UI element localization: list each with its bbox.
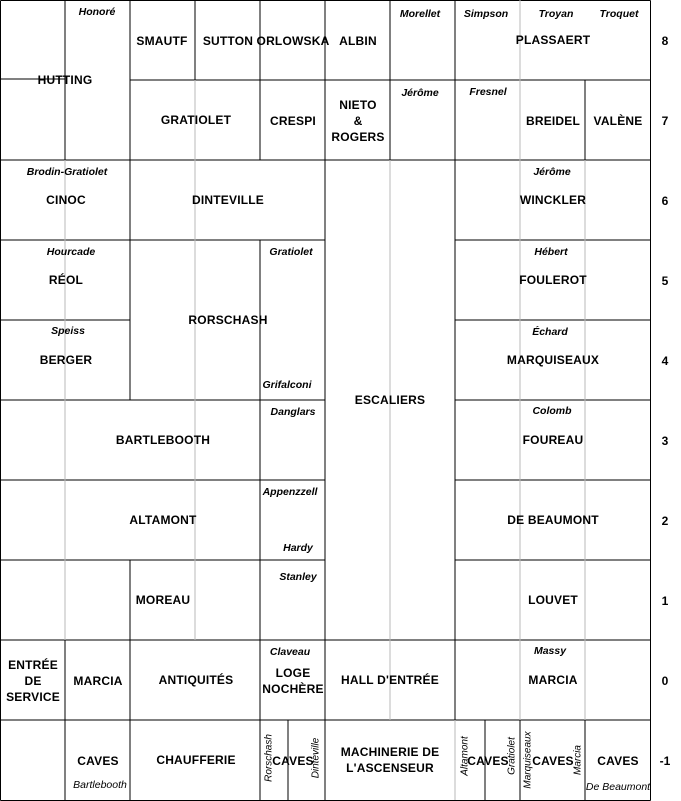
room-entree-service bbox=[6, 657, 60, 705]
room-hall-entree: HALL D'ENTRÉE bbox=[341, 673, 439, 687]
room-loge-nochere bbox=[262, 665, 323, 697]
former-occupant-name: Speiss bbox=[51, 325, 85, 337]
floor-label: -1 bbox=[659, 754, 671, 768]
room-gratiolet: GRATIOLET bbox=[160, 113, 232, 127]
former-occupant-name: Grifalconi bbox=[262, 379, 312, 391]
floor-label: 3 bbox=[661, 434, 669, 448]
room-smautf: SMAUTF bbox=[136, 34, 188, 48]
room-antiquites: ANTIQUITÉS bbox=[158, 673, 234, 687]
room-caves: CAVES bbox=[597, 754, 639, 768]
room-caves: CAVES bbox=[272, 754, 314, 768]
former-occupant-name: Massy bbox=[533, 645, 567, 657]
former-occupant-name: Hardy bbox=[283, 542, 313, 554]
room-caves: CAVES bbox=[467, 754, 509, 768]
former-occupant-name: Honoré bbox=[78, 6, 116, 18]
room-foureau: FOUREAU bbox=[522, 433, 584, 447]
former-occupant-name: Hébert bbox=[534, 246, 568, 258]
room-machinerie-line: MACHINERIE DE bbox=[340, 745, 440, 759]
floor-label: 0 bbox=[661, 674, 669, 688]
room-altamont: ALTAMONT bbox=[129, 513, 197, 527]
room-winckler: WINCKLER bbox=[519, 193, 587, 207]
former-occupant-name: Gratiolet bbox=[269, 246, 313, 258]
room-marquiseaux: MARQUISEAUX bbox=[506, 353, 600, 367]
room-valene: VALÈNE bbox=[593, 114, 643, 128]
room-dinteville: DINTEVILLE bbox=[191, 193, 265, 207]
former-occupant-name: De Beaumont bbox=[585, 781, 651, 793]
former-occupant-name: Fresnel bbox=[469, 86, 507, 98]
room-nieto-rogers-line: NIETO bbox=[339, 98, 377, 112]
room-marcia-right: MARCIA bbox=[528, 673, 578, 687]
former-occupant-name: Morellet bbox=[399, 8, 441, 20]
room-cinoc: CINOC bbox=[46, 193, 86, 207]
room-loge-nochere-line: NOCHÈRE bbox=[262, 682, 324, 696]
room-entree-service-line: SERVICE bbox=[6, 690, 60, 704]
room-hutting: HUTTING bbox=[37, 73, 93, 87]
floor-label: 6 bbox=[661, 194, 669, 208]
room-machinerie-line: L'ASCENSEUR bbox=[346, 761, 434, 775]
floor-label: 7 bbox=[661, 114, 669, 128]
cellar-vertical-name: Altamont bbox=[459, 736, 471, 776]
floor-label: 5 bbox=[661, 274, 669, 288]
room-nieto-rogers-line: & bbox=[353, 114, 363, 128]
room-plassaert: PLASSAERT bbox=[515, 33, 591, 47]
former-occupant-name: Stanley bbox=[279, 571, 317, 583]
room-bartlebooth: BARTLEBOOTH bbox=[115, 433, 211, 447]
floor-label: 8 bbox=[661, 34, 669, 48]
room-nieto-rogers-line: ROGERS bbox=[331, 130, 385, 144]
cellar-vertical-name: Rorschash bbox=[263, 734, 275, 782]
room-foulerot: FOULEROT bbox=[519, 273, 587, 287]
room-caves: CAVES bbox=[77, 754, 119, 768]
room-albin: ALBIN bbox=[339, 34, 377, 48]
room-de-beaumont: DE BEAUMONT bbox=[507, 513, 599, 527]
former-occupant-name: Jérôme bbox=[533, 166, 571, 178]
former-occupant-name: Claveau bbox=[269, 646, 311, 658]
cellar-vertical-name: Dinteville bbox=[310, 737, 322, 779]
former-occupant-name: Simpson bbox=[463, 8, 509, 20]
floor-label: 4 bbox=[661, 354, 669, 368]
room-caves: CAVES bbox=[532, 754, 574, 768]
room-orlowska: ORLOWSKA bbox=[256, 34, 330, 48]
former-occupant-name: Appenzzell bbox=[262, 486, 318, 498]
room-machinerie-ascenseur bbox=[341, 744, 440, 776]
cellar-vertical-name: Marquiseaux bbox=[522, 731, 534, 789]
room-chaufferie: CHAUFFERIE bbox=[156, 753, 236, 767]
room-marcia-left: MARCIA bbox=[73, 674, 123, 688]
room-rorschash: RORSCHASH bbox=[188, 313, 268, 327]
floor-label: 2 bbox=[661, 514, 669, 528]
former-occupant-name: Jérôme bbox=[401, 87, 439, 99]
floor-label: 1 bbox=[661, 594, 669, 608]
room-entree-service-line: DE bbox=[24, 674, 42, 688]
cellar-vertical-name: Marcia bbox=[572, 744, 584, 776]
cellar-vertical-name: Gratiolet bbox=[506, 737, 518, 775]
room-moreau: MOREAU bbox=[135, 593, 191, 607]
room-louvet: LOUVET bbox=[528, 593, 578, 607]
former-occupant-name: Troquet bbox=[599, 8, 639, 20]
room-reol: RÉOL bbox=[48, 273, 84, 287]
former-occupant-name: Hourcade bbox=[46, 246, 96, 258]
room-loge-nochere-line: LOGE bbox=[275, 666, 311, 680]
room-nieto-rogers bbox=[331, 97, 384, 145]
former-occupant-name: Colomb bbox=[532, 405, 572, 417]
room-breidel: BREIDEL bbox=[525, 114, 581, 128]
room-sutton: SUTTON bbox=[202, 34, 254, 48]
former-occupant-name: Troyan bbox=[538, 8, 574, 20]
former-occupant-name: Bartlebooth bbox=[73, 779, 127, 791]
former-occupant-name: Échard bbox=[532, 326, 568, 338]
former-occupant-name: Brodin-Gratiolet bbox=[26, 166, 108, 178]
former-occupant-name: Danglars bbox=[270, 406, 316, 418]
room-escaliers: ESCALIERS bbox=[354, 393, 426, 407]
room-entree-service-line: ENTRÉE bbox=[8, 658, 58, 672]
room-crespi: CRESPI bbox=[270, 114, 316, 128]
room-berger: BERGER bbox=[39, 353, 93, 367]
